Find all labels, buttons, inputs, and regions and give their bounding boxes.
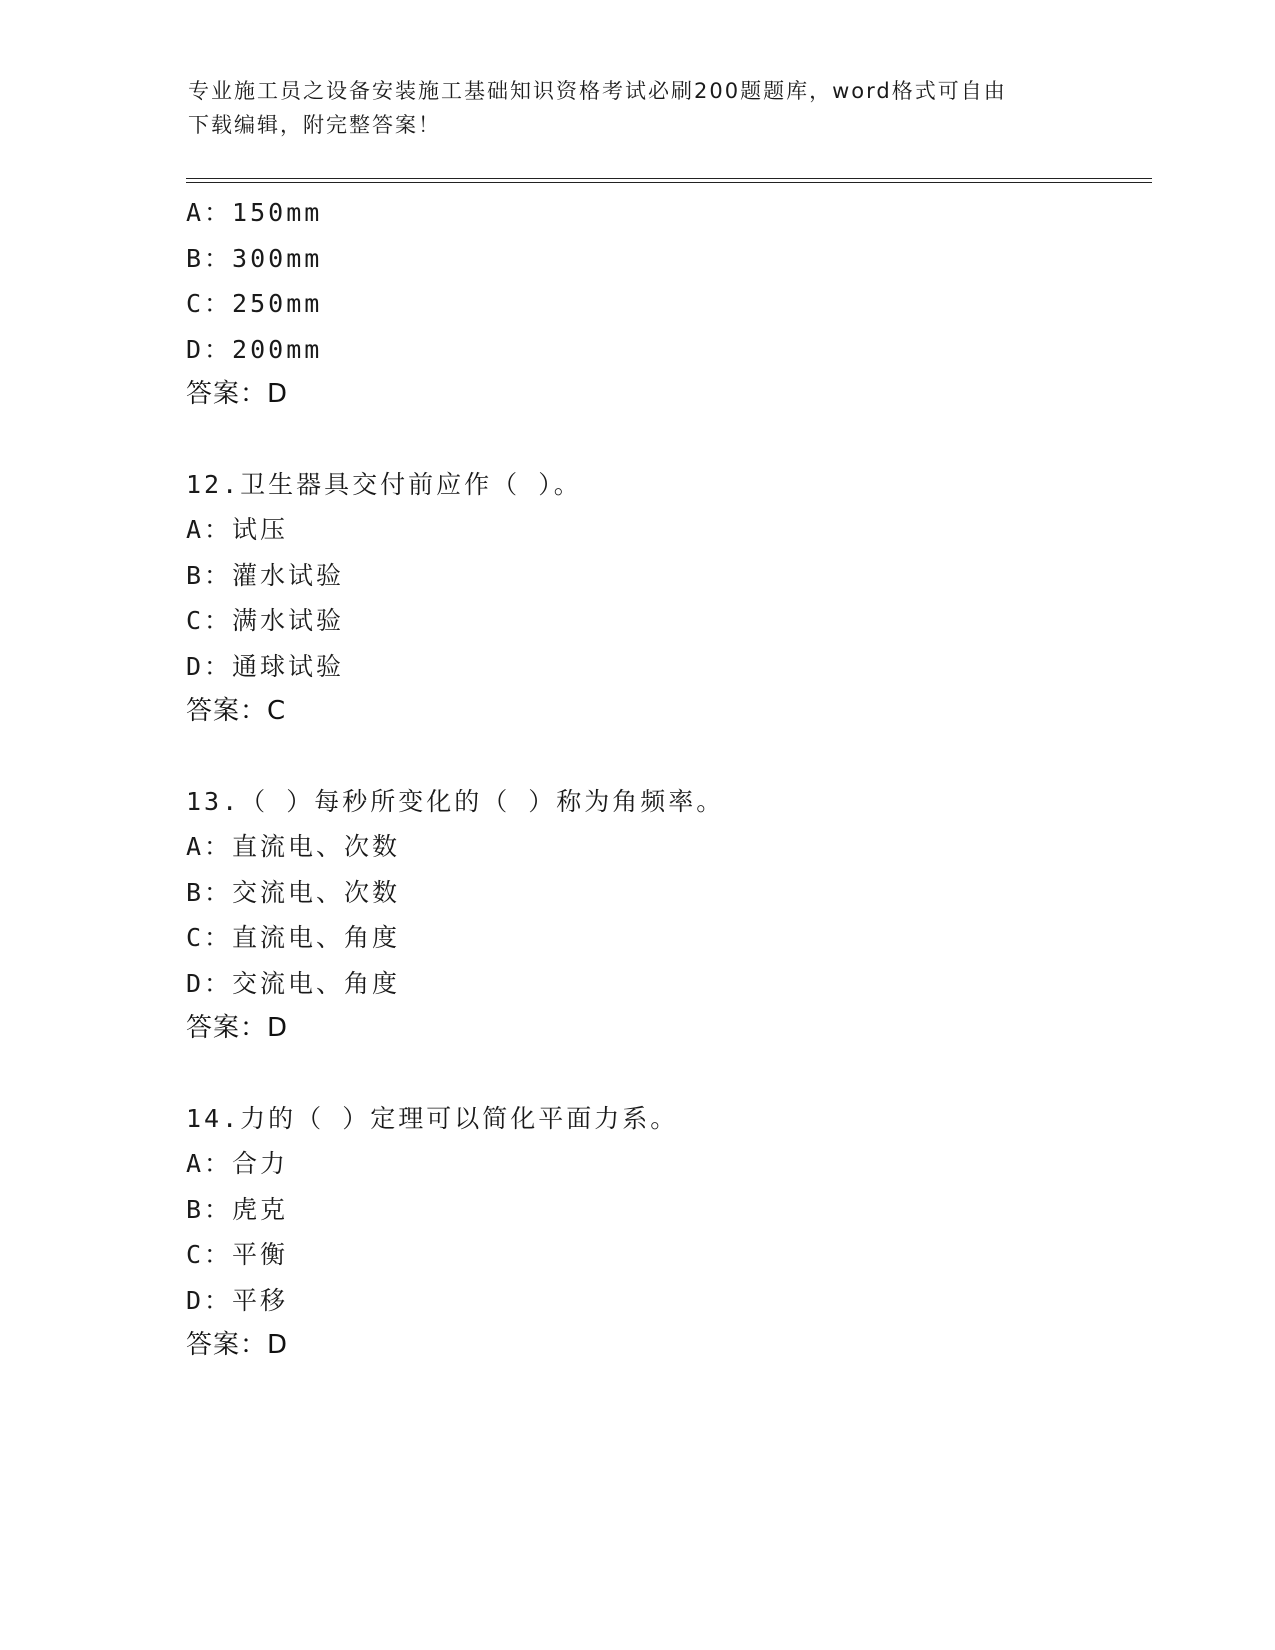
block-spacer — [186, 1052, 1146, 1096]
answer-line: 答案：D — [186, 379, 289, 409]
option-a: A：试压 — [186, 515, 289, 544]
question-block-14 — [186, 1096, 1146, 1369]
question-text: 14.力的（ ）定理可以简化平面力系。 — [186, 1103, 679, 1133]
answer-line: 答案：C — [186, 696, 287, 726]
option-b: B：交流电、次数 — [186, 877, 401, 907]
block-spacer — [186, 735, 1146, 779]
option-c: C：直流电、角度 — [186, 923, 401, 952]
document-header — [188, 74, 1088, 142]
option-d: D：通球试验 — [186, 651, 345, 681]
answer-line: 答案：D — [186, 1013, 289, 1043]
option-d: D：交流电、角度 — [186, 968, 401, 998]
option-a: A：合力 — [186, 1149, 289, 1178]
question-text: 13.（ ）每秒所变化的（ ）称为角频率。 — [186, 786, 725, 816]
header-rule-top — [186, 178, 1152, 179]
header-line-1: 专业施工员之设备安装施工基础知识资格考试必刷200题题库，word格式可自由 — [188, 79, 1007, 103]
option-c: C：250mm — [186, 289, 323, 318]
header-line-2: 下载编辑，附完整答案！ — [188, 113, 441, 137]
header-rule-bottom — [186, 182, 1152, 183]
block-spacer — [186, 418, 1146, 462]
option-b: B：虎克 — [186, 1194, 289, 1224]
option-d: D：200mm — [186, 334, 323, 364]
option-a: A：直流电、次数 — [186, 832, 401, 861]
question-text: 12.卫生器具交付前应作（ ）。 — [186, 469, 582, 499]
answer-line: 答案：D — [186, 1330, 289, 1360]
option-a: A：150mm — [186, 198, 323, 227]
option-b: B：300mm — [186, 243, 323, 273]
question-block-13 — [186, 779, 1146, 1052]
option-b: B：灌水试验 — [186, 560, 345, 590]
question-block-12 — [186, 462, 1146, 735]
option-c: C：平衡 — [186, 1240, 289, 1269]
option-d: D：平移 — [186, 1285, 289, 1315]
question-block-11 — [186, 190, 1146, 418]
option-c: C：满水试验 — [186, 606, 345, 635]
question-list — [186, 190, 1146, 1369]
